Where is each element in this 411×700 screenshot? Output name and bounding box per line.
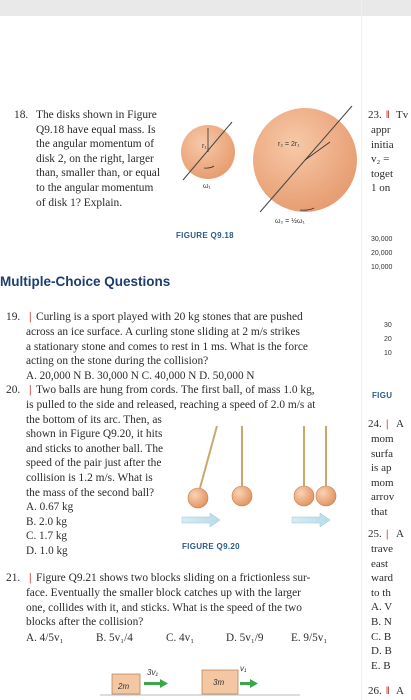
chart-tick: 20,000 — [371, 250, 393, 257]
chart-tick: 10,000 — [371, 264, 393, 271]
figure-q920 — [180, 420, 360, 530]
q20-line: speed of the pair just after the — [26, 457, 162, 470]
q21-option: D. 5v₁/9 — [226, 632, 264, 644]
q20-line: is pulled to the side and released, reaching a speed of 2.0 m/s at — [26, 399, 316, 411]
q21-line: blocks after the collision? — [26, 616, 144, 629]
pendulum-1-cord — [200, 426, 217, 488]
q20-option: A. 0.67 kg — [26, 501, 74, 514]
q18-line: of disk 1? Explain. — [36, 196, 123, 209]
q25-text-cont — [371, 542, 393, 673]
q20-line: collision is 1.2 m/s. What is — [26, 471, 153, 484]
q25-line: ward — [371, 572, 393, 585]
q25-line: A — [396, 528, 404, 540]
q20-option: B. 2.0 kg — [26, 515, 68, 528]
q20-line: Two balls are hung from cords. The first ball, of mass 1.0 kg, — [36, 384, 315, 396]
q19-options: A. 20,000 N B. 30,000 N C. 40,000 N D. 50,000 N — [26, 369, 255, 382]
q21-option: A. 4/5v₁ — [26, 632, 64, 644]
q24-line: is ap — [371, 462, 392, 475]
q26-line: A — [396, 685, 404, 697]
q24-text-cont — [371, 432, 394, 520]
chart-tick: 30 — [384, 322, 392, 329]
q23-number: 23. — [368, 109, 382, 121]
q19-line: acting on the stone during the collision? — [26, 355, 209, 368]
q25-line: to th — [371, 586, 391, 599]
q20-text — [36, 383, 315, 398]
q19-text — [36, 310, 303, 325]
figure-q921 — [100, 662, 300, 700]
q20-line: the mass of the second ball? — [26, 486, 155, 499]
q21-line: face. Eventually the smaller block catches up with the larger — [26, 587, 301, 599]
q21-difficulty-marker: | — [29, 572, 32, 584]
q25-line: D. B — [371, 645, 392, 658]
q20-number: 20. — [6, 384, 21, 396]
figure-q920-caption: FIGURE Q9.20 — [182, 542, 240, 551]
q25-number: 25. — [368, 528, 382, 540]
q21-line: Figure Q9.21 shows two blocks sliding on a frictionless sur- — [36, 572, 311, 584]
q18-text — [36, 108, 160, 210]
q18-line: the angular momentum of — [36, 138, 154, 151]
q21-option: E. 9/5v₁ — [291, 632, 328, 644]
q23-line: toget — [371, 167, 393, 180]
q20-line: shown in Figure Q9.20, it hits — [26, 428, 163, 441]
large-block-speed-label: v₁ — [240, 664, 247, 673]
chart-tick: 30,000 — [371, 236, 393, 243]
pendulum-3-ball — [294, 486, 314, 506]
disk-1-omega-label: ω₁ — [203, 183, 211, 190]
q18-line: than, smaller than, or equal — [36, 167, 160, 180]
pendulum-1-ball — [188, 488, 208, 508]
q24-number: 24. — [368, 418, 382, 430]
q25-line: E. B — [371, 659, 391, 672]
q25-marker: | — [386, 528, 389, 540]
q23-line: 1 on — [371, 182, 391, 195]
q23-line: appr — [371, 124, 391, 136]
q20-line: and sticks to another ball. The — [26, 442, 164, 455]
q25-line: A. V — [371, 601, 393, 614]
pendulum-4-ball — [316, 486, 336, 506]
right-figure-caption: FIGU — [372, 391, 393, 400]
q24-line: A — [396, 418, 404, 430]
q23-marker: ‖ — [386, 109, 390, 121]
large-block-velocity-arrow — [240, 679, 258, 688]
velocity-arrow-before — [182, 513, 220, 527]
q21-text-cont — [26, 586, 302, 630]
chart-tick: 20 — [384, 336, 392, 343]
q19-line: a stationary stone and comes to rest in 1 ms. What is the force — [26, 340, 308, 353]
q25-line: B. N — [371, 615, 392, 628]
chart-tick: 10 — [384, 350, 392, 357]
q21-text — [36, 571, 310, 586]
q24-marker: | — [386, 418, 389, 430]
q26-marker: ‖ — [386, 685, 390, 697]
q21-option: B. 5v₁/4 — [96, 632, 133, 644]
disk-2-radius-label: r₂ = 2r₁ — [278, 141, 300, 148]
q19-number: 19. — [6, 311, 21, 323]
right-column-cropped — [362, 0, 411, 700]
pendulum-2-ball — [232, 486, 252, 506]
q24-line: that — [371, 505, 388, 518]
q19-line: Curling is a sport played with 20 kg stones that are pushed — [36, 311, 303, 323]
q25-line: east — [371, 557, 389, 570]
q23-line: initia — [371, 138, 394, 151]
q18-number: 18. — [14, 109, 29, 121]
q25-line: trave — [371, 543, 393, 555]
figure-q918-caption: FIGURE Q9.18 — [176, 231, 234, 240]
figure-q918 — [180, 100, 360, 235]
q18-line: disk 2, on the right, larger — [36, 152, 154, 165]
q24-line: arrov — [371, 491, 395, 504]
small-block-label: 2m — [118, 682, 130, 691]
q25-line: C. B — [371, 630, 392, 643]
q21-line: one, collides with it, and sticks. What is the speed of the two — [26, 601, 302, 614]
small-block-velocity-arrow — [144, 679, 168, 688]
large-block-label: 3m — [213, 678, 225, 687]
disk-2-omega-label: ω₂ = ½ω₁ — [275, 218, 305, 225]
q20-option: C. 1.7 kg — [26, 530, 68, 543]
small-block-speed-label: 3v₁ — [147, 668, 158, 677]
q21-number: 21. — [6, 572, 21, 584]
q19-text-cont — [26, 325, 308, 383]
q19-line: across an ice surface. A curling stone sliding at 2 m/s strikes — [26, 326, 300, 338]
q24-line: mom — [371, 476, 394, 489]
q24-line: surfa — [371, 447, 393, 460]
q23-line: Tv — [396, 109, 409, 121]
section-heading: Multiple-Choice Questions — [0, 274, 171, 289]
q24-line: mom — [371, 433, 394, 445]
q20-difficulty-marker: | — [29, 384, 32, 396]
q18-line: Q9.18 have equal mass. Is — [36, 123, 156, 136]
disk-1-radius-label: r₁ — [202, 143, 207, 150]
velocity-arrow-after — [292, 513, 330, 527]
q18-line: to the angular momentum — [36, 181, 154, 194]
q19-difficulty-marker: | — [29, 311, 32, 323]
q21-option: C. 4v₁ — [166, 632, 195, 644]
q26-number: 26. — [368, 685, 382, 697]
q20-option: D. 1.0 kg — [26, 544, 68, 557]
q20-line: the bottom of its arc. Then, as — [26, 413, 162, 426]
q23-text-cont — [371, 123, 394, 196]
q23-line: v₂ = — [371, 153, 390, 166]
q18-line: The disks shown in Figure — [36, 109, 157, 121]
